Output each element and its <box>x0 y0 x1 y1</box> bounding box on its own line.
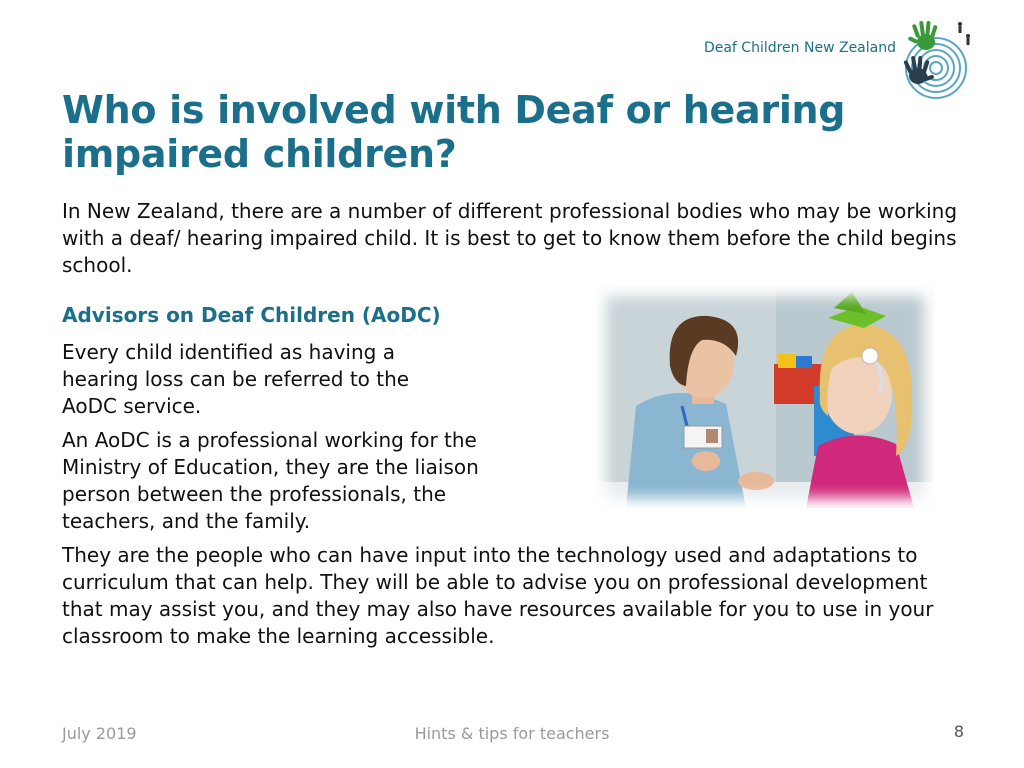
footer-date: July 2019 <box>62 724 137 743</box>
photo-illustration <box>596 286 934 508</box>
intro-paragraph: In New Zealand, there are a number of different professional bodies who may be working with a deaf/ hearing impaired child. It is best to get to know them before the child begins school. <box>62 199 958 277</box>
footer-title: Hints & tips for teachers <box>414 724 610 743</box>
section-paragraph: Every child identified as having a hearing loss can be referred to the AoDC service. <box>62 340 410 418</box>
organization-name: Deaf Children New Zealand <box>703 40 896 56</box>
page-title: Who is involved with Deaf or hearing impaired children? <box>62 88 846 176</box>
section-paragraph: They are the people who can have input into the technology used and adaptations to curriculum that can help. They will be able to advise you on professional development that may assist you, and they may also have resources available for you to use in your classroom to make the learning accessible. <box>62 543 934 648</box>
section-paragraph: An AoDC is a professional working for the Ministry of Education, they are the liaison person between the professionals, the teachers, and the family. <box>62 428 479 533</box>
page-number: 8 <box>953 722 964 741</box>
section-heading: Advisors on Deaf Children (AoDC) <box>62 303 441 327</box>
organization-logo <box>900 18 984 104</box>
teacher-child-photo <box>596 286 934 508</box>
hands-spiral-logo-icon <box>900 18 984 104</box>
